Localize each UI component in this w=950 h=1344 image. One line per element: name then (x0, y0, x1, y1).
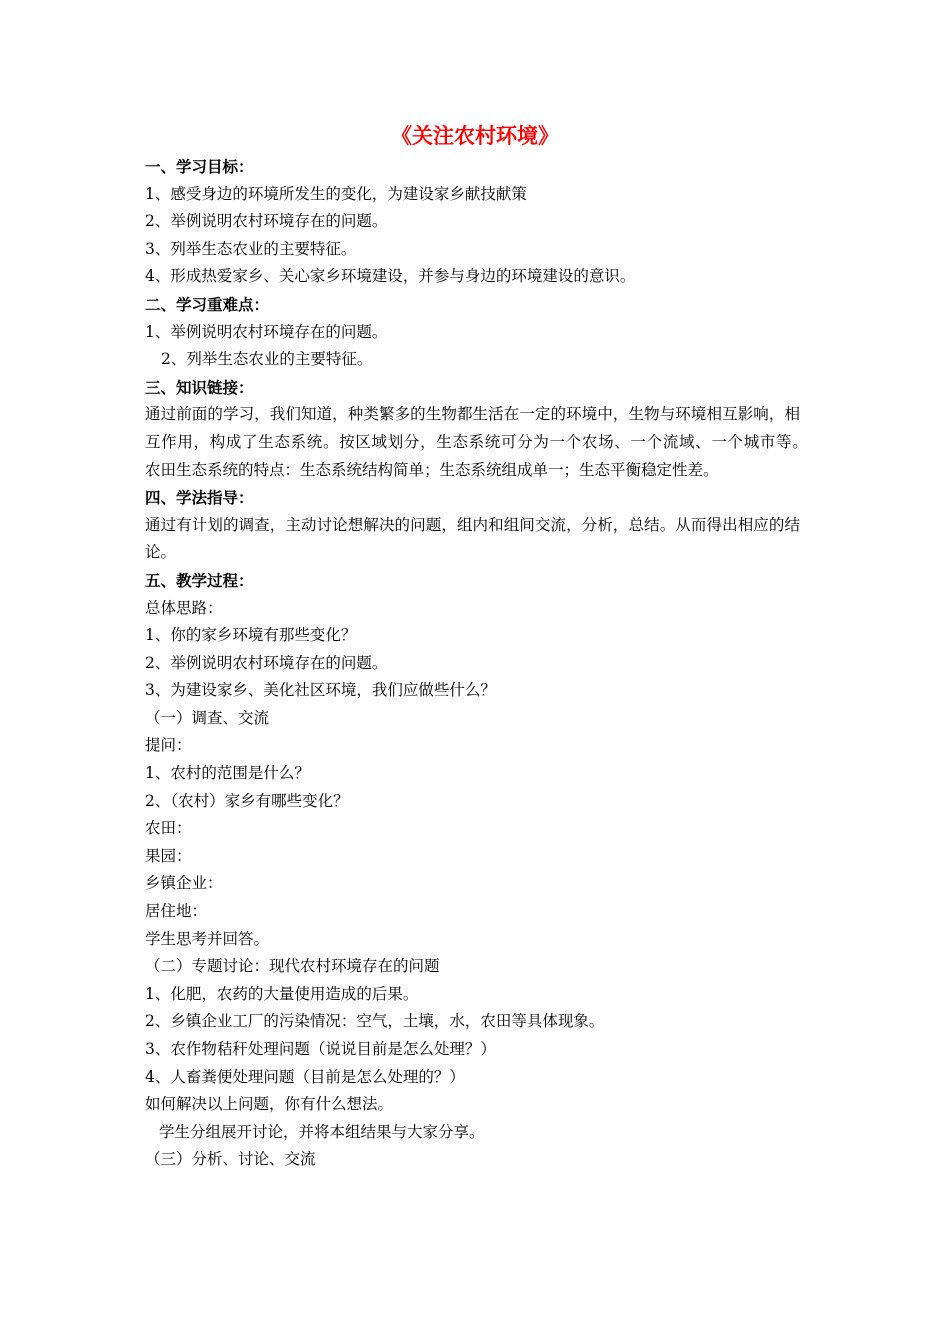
area-label: 农田： (145, 819, 192, 838)
discussion-item: 1、化肥，农药的大量使用造成的后果。 (145, 984, 419, 1003)
overview-item: 1、你的家乡环境有那些变化？ (145, 626, 357, 645)
discussion-item: 2、乡镇企业工厂的污染情况：空气，土壤，水，农田等具体现象。 (145, 1012, 605, 1031)
objective-item: 1、感受身边的环境所发生的变化，为建设家乡献技献策 (145, 184, 527, 203)
document-body (145, 153, 821, 1174)
key-point-item: 1、举例说明农村环境存在的问题。 (145, 322, 388, 341)
student-note: 学生分组展开讨论，并将本组结果与大家分享。 (159, 1122, 485, 1141)
knowledge-link-paragraph: 通过前面的学习，我们知道，种类繁多的生物都生活在一定的环境中，生物与环境相互影响，相互作用，构成了生态系统。按区域划分，生态系统可分为一个农场、一个流域、一个城市等。 农田生态系统的特点：生态系统结构简单；生态系统组成单一；生态平衡稳定性差。 (145, 405, 821, 479)
student-note: 学生思考并回答。 (145, 929, 270, 948)
key-point-item: 2、列举生态农业的主要特征。 (161, 350, 373, 369)
question-item: 2、（农村）家乡有哪些变化？ (145, 791, 349, 810)
area-label: 乡镇企业： (145, 874, 223, 893)
part1-heading: （一）调查、交流 (145, 708, 270, 727)
question-item: 1、农村的范围是什么？ (145, 764, 310, 783)
section-heading-objectives: 一、学习目标： (145, 157, 254, 176)
section-heading-knowledge-link: 三、知识链接： (145, 377, 254, 397)
area-label: 居住地： (145, 902, 208, 921)
section-heading-teaching-process: 五、教学过程： (145, 570, 254, 590)
objective-item: 2、举例说明农村环境存在的问题。 (145, 212, 388, 231)
method-guidance-paragraph: 通过有计划的调查，主动讨论想解决的问题，组内和组间交流，分析，总结。从而得出相应的结论。 (145, 515, 800, 562)
part2-heading: （二）专题讨论：现代农村环境存在的问题 (145, 957, 440, 976)
area-label: 果园： (145, 846, 192, 865)
part3-heading: （三）分析、讨论、交流 (145, 1150, 316, 1169)
section-heading-method-guidance: 四、学法指导： (145, 488, 254, 508)
document-title: 《关注农村环境》 (391, 123, 559, 148)
objective-item: 3、列举生态农业的主要特征。 (145, 239, 357, 258)
overview-item: 2、举例说明农村环境存在的问题。 (145, 653, 388, 672)
overview-label: 总体思路： (145, 598, 223, 617)
objective-item: 4、形成热爱家乡、关心家乡环境建设，并参与身边的环境建设的意识。 (145, 267, 636, 286)
question-label: 提问： (145, 736, 192, 755)
discussion-question: 如何解决以上问题，你有什么想法。 (145, 1095, 394, 1114)
discussion-item: 3、农作物秸秆处理问题（说说目前是怎么处理？） (145, 1040, 496, 1058)
discussion-item: 4、人畜粪便处理问题（目前是怎么处理的？） (145, 1067, 465, 1086)
overview-item: 3、为建设家乡、美化社区环境，我们应做些什么？ (145, 681, 496, 700)
section-heading-key-points: 二、学习重难点： (145, 294, 270, 314)
